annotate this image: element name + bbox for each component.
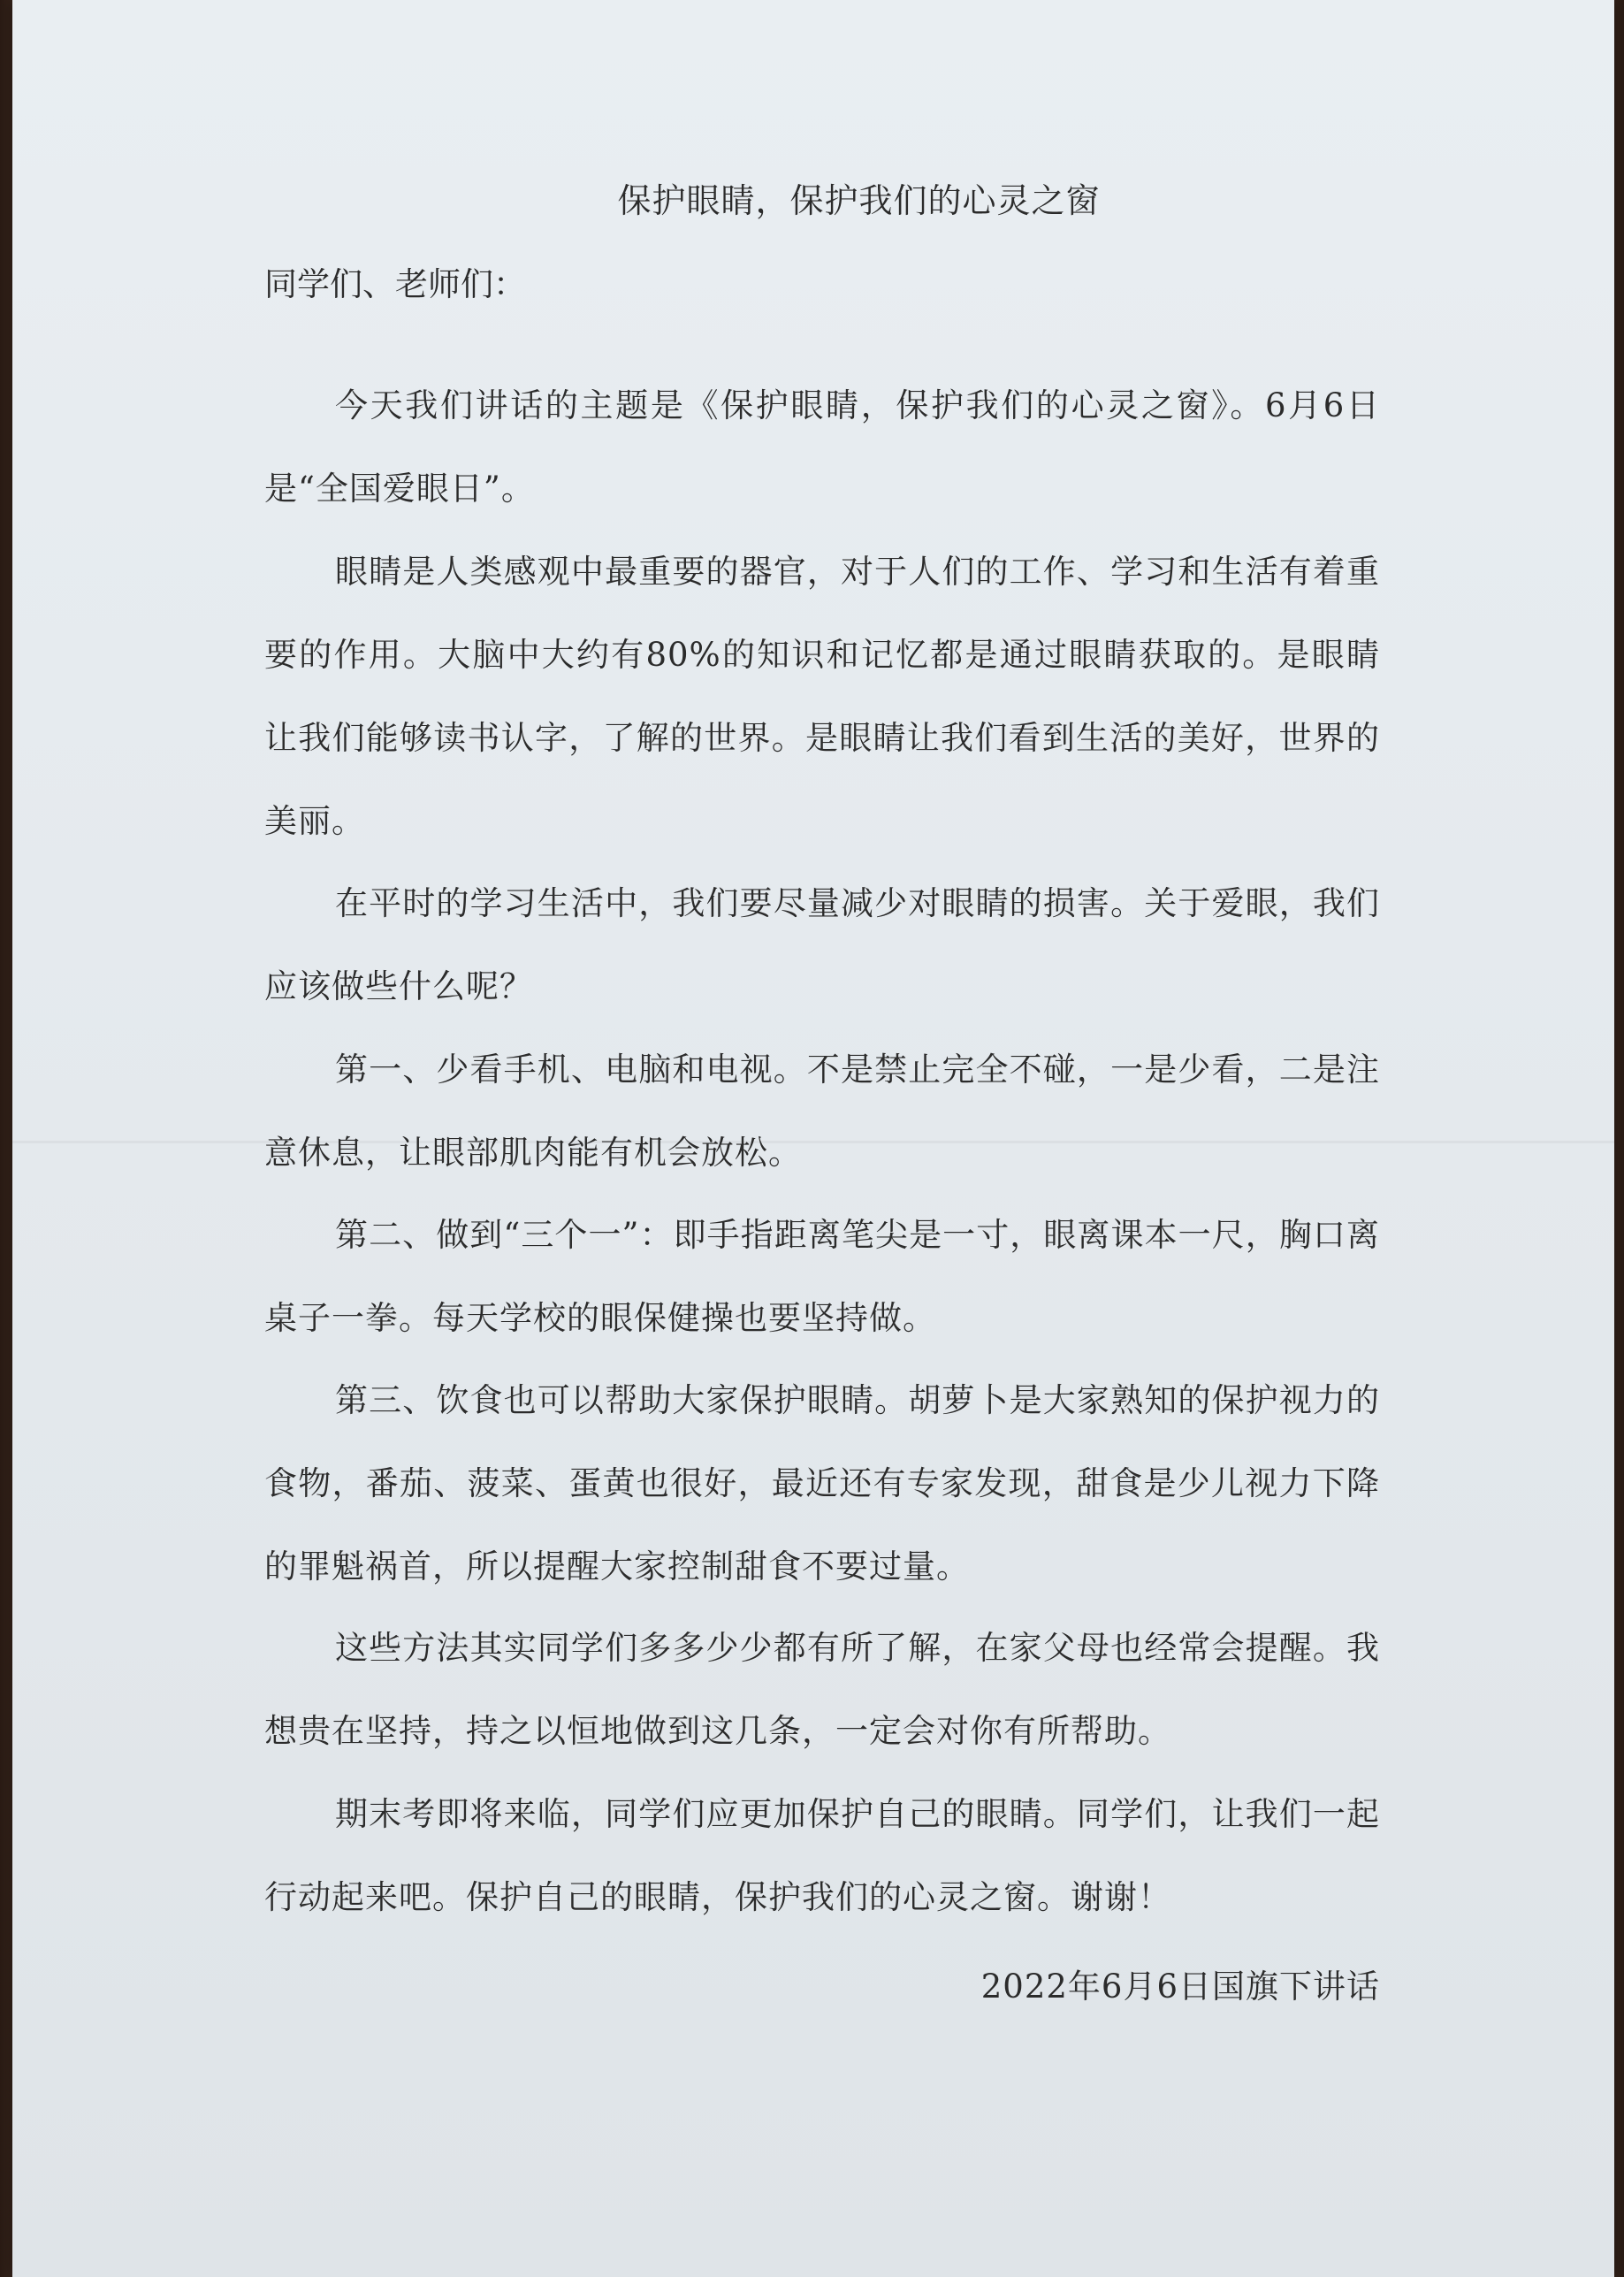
paragraph-eye-importance: 眼睛是人类感观中最重要的器官，对于人们的工作、学习和生活有着重要的作用。大脑中大约有80%的知识和记忆都是通过眼睛获取的。是眼睛让我们能够读书认字，了解的世界。是眼睛让我们看到生活的美好，世界的美丽。: [264, 553, 1380, 840]
paragraph-first-tip: 第一、少看手机、电脑和电视。不是禁止完全不碰，一是少看，二是注意休息，让眼部肌肉能有机会放松。: [264, 1051, 1380, 1172]
paragraph-persistence: 这些方法其实同学们多多少少都有所了解，在家父母也经常会提醒。我想贵在坚持，持之以恒地做到这几条，一定会对你有所帮助。: [264, 1629, 1380, 1750]
paragraph-intro: 今天我们讲话的主题是《保护眼睛，保护我们的心灵之窗》。6月6日是“全国爱眼日”。: [264, 386, 1380, 508]
paragraph-reduce-harm: 在平时的学习生活中，我们要尽量减少对眼睛的损害。关于爱眼，我们应该做些什么呢？: [264, 884, 1380, 1005]
salutation: 同学们、老师们：: [264, 265, 526, 303]
date-signature: 2022年6月6日国旗下讲话: [980, 1968, 1380, 2006]
paper-sheet: [12, 0, 1614, 2277]
paragraph-second-tip: 第二、做到“三个一”：即手指距离笔尖是一寸，眼离课本一尺，胸口离桌子一拳。每天学校的眼保健操也要坚持做。: [264, 1216, 1380, 1337]
paragraph-closing: 期末考即将来临，同学们应更加保护自己的眼睛。同学们，让我们一起行动起来吧。保护自己的眼睛，保护我们的心灵之窗。谢谢！: [264, 1795, 1380, 1916]
document-title: 保护眼睛，保护我们的心灵之窗: [617, 181, 1101, 220]
paragraph-third-tip: 第三、饮食也可以帮助大家保护眼睛。胡萝卜是大家熟知的保护视力的食物，番茄、菠菜、蛋黄也很好，最近还有专家发现，甜食是少儿视力下降的罪魁祸首，所以提醒大家控制甜食不要过量。: [264, 1381, 1380, 1585]
